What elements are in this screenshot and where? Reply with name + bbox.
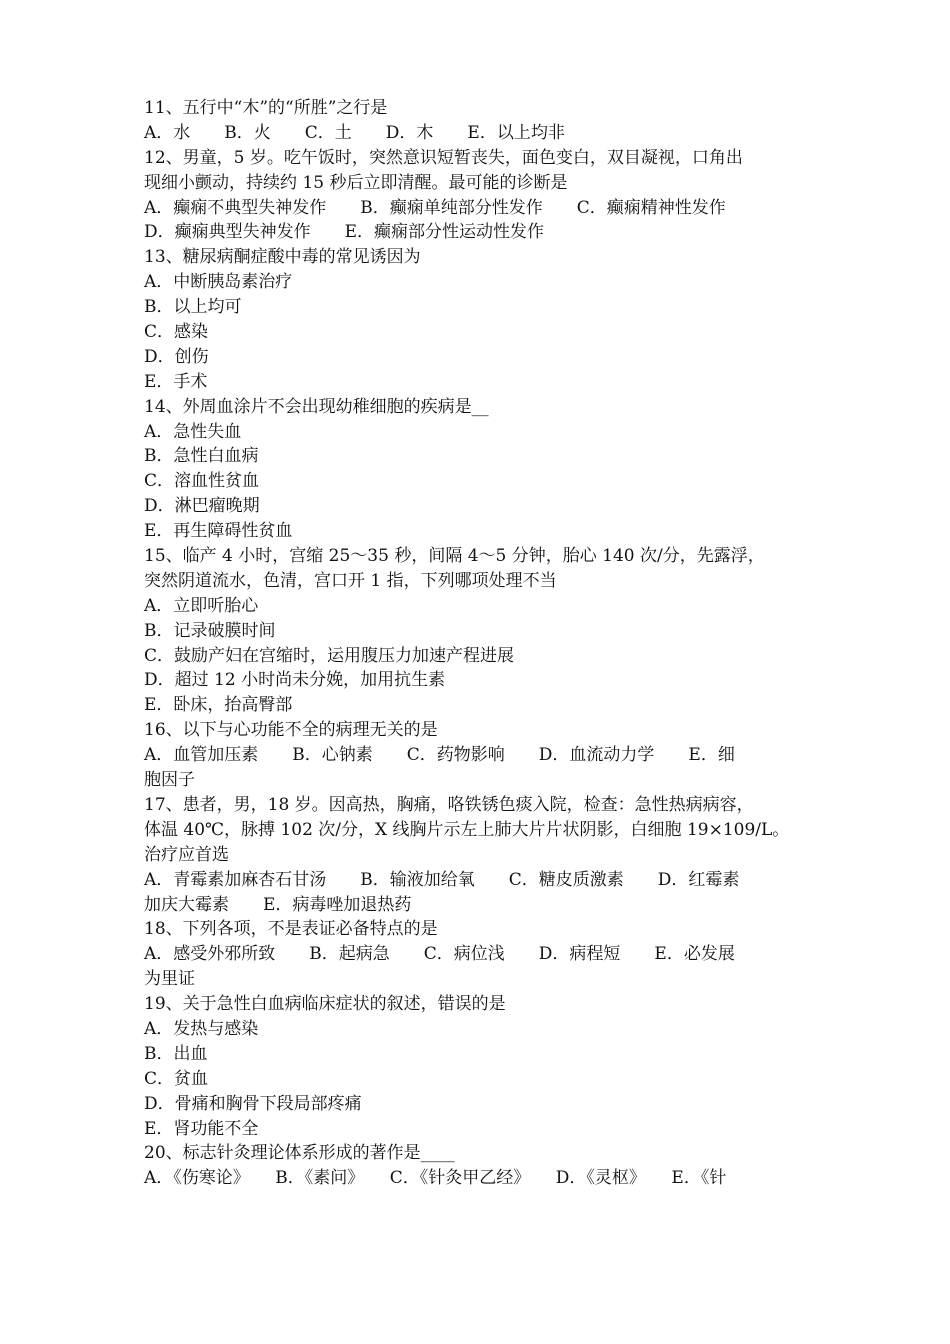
question-14-option-c: C．溶血性贫血	[144, 471, 260, 492]
question-15-option-a: A．立即听胎心	[144, 595, 259, 616]
question-13-option-c: C．感染	[144, 322, 209, 343]
question-15-option-b: B．记录破膜时间	[144, 620, 276, 641]
question-17-stem-cont2: 治疗应首选	[144, 844, 229, 865]
question-15-stem-cont: 突然阴道流水，色清，宫口开 1 指，下列哪项处理不当	[144, 570, 557, 591]
question-12-stem: 12、男童，5 岁。吃午饭时，突然意识短暂丧失，面色变白，双目凝视，口角出	[144, 147, 743, 168]
question-18-options: A．感受外邪所致 B．起病急 C．病位浅 D．病程短 E．必发展	[144, 944, 735, 965]
document-page	[144, 96, 810, 1191]
question-13-option-e: E．手术	[144, 371, 208, 392]
question-14-stem: 14、外周血涂片不会出现幼稚细胞的疾病是__	[144, 396, 489, 417]
question-13-stem: 13、糖尿病酮症酸中毒的常见诱因为	[144, 247, 421, 268]
question-15-stem: 15、临产 4 小时，宫缩 25～35 秒，间隔 4～5 分钟，胎心 140 次/分，先露浮，	[144, 546, 765, 567]
question-11-stem: 11、五行中“木”的“所胜”之行是	[144, 98, 388, 118]
question-19-option-e: E．肾功能不全	[144, 1118, 259, 1139]
question-15-option-e: E．卧床，抬高臀部	[144, 695, 293, 716]
question-14-option-e: E．再生障碍性贫血	[144, 521, 293, 542]
question-15-option-c: C．鼓励产妇在宫缩时，运用腹压力加速产程进展	[144, 645, 515, 666]
question-16-options: A．血管加压素 B．心钠素 C．药物影响 D．血流动力学 E．细	[144, 745, 735, 766]
question-18-stem: 18、下列各项，不是表证必备特点的是	[144, 919, 438, 940]
question-19-option-c: C．贫血	[144, 1068, 209, 1089]
question-18-options-cont: 为里证	[144, 969, 195, 990]
question-16-options-cont: 胞因子	[144, 770, 195, 791]
question-12-options: A．癫痫不典型失神发作 B．癫痫单纯部分性发作 C．癫痫精神性发作	[144, 197, 726, 218]
question-17-stem-cont: 体温 40℃，脉搏 102 次/分，X 线胸片示左上肺大片片状阴影，白细胞 19×109/L。	[144, 819, 790, 840]
question-20-options: A．《伤寒论》 B．《素问》 C．《针灸甲乙经》 D．《灵枢》 E．《针	[144, 1168, 727, 1189]
question-17-options-cont: 加庆大霉素 E．病毒唑加退热药	[144, 894, 412, 915]
question-19-option-a: A．发热与感染	[144, 1018, 259, 1039]
question-14-option-b: B．急性白血病	[144, 446, 259, 467]
question-13-option-d: D．创伤	[144, 346, 209, 367]
question-15-option-d: D．超过 12 小时尚未分娩，加用抗生素	[144, 670, 446, 691]
question-12-stem-cont: 现细小颤动，持续约 15 秒后立即清醒。最可能的诊断是	[144, 172, 568, 193]
question-16-stem: 16、以下与心功能不全的病理无关的是	[144, 720, 438, 741]
question-14-option-d: D．淋巴瘤晚期	[144, 496, 260, 517]
question-13-option-b: B．以上均可	[144, 297, 242, 318]
question-20-stem: 20、标志针灸理论体系形成的著作是____	[144, 1143, 455, 1164]
question-19-stem: 19、关于急性白血病临床症状的叙述，错误的是	[144, 994, 506, 1015]
question-13-option-a: A．中断胰岛素治疗	[144, 272, 293, 293]
question-17-stem: 17、患者，男，18 岁。因高热，胸痛，咯铁锈色痰入院，检查：急性热病病容，	[144, 794, 754, 815]
question-14-option-a: A．急性失血	[144, 421, 242, 442]
question-11-options: A．水 B．火 C．土 D．木 E．以上均非	[144, 122, 565, 143]
question-19-option-b: B．出血	[144, 1043, 208, 1064]
question-19-option-d: D．骨痛和胸骨下段局部疼痛	[144, 1093, 362, 1114]
question-17-options: A．青霉素加麻杏石甘汤 B．输液加给氧 C．糖皮质激素 D．红霉素	[144, 869, 740, 890]
question-12-options-cont: D．癫痫典型失神发作 E．癫痫部分性运动性发作	[144, 222, 545, 243]
